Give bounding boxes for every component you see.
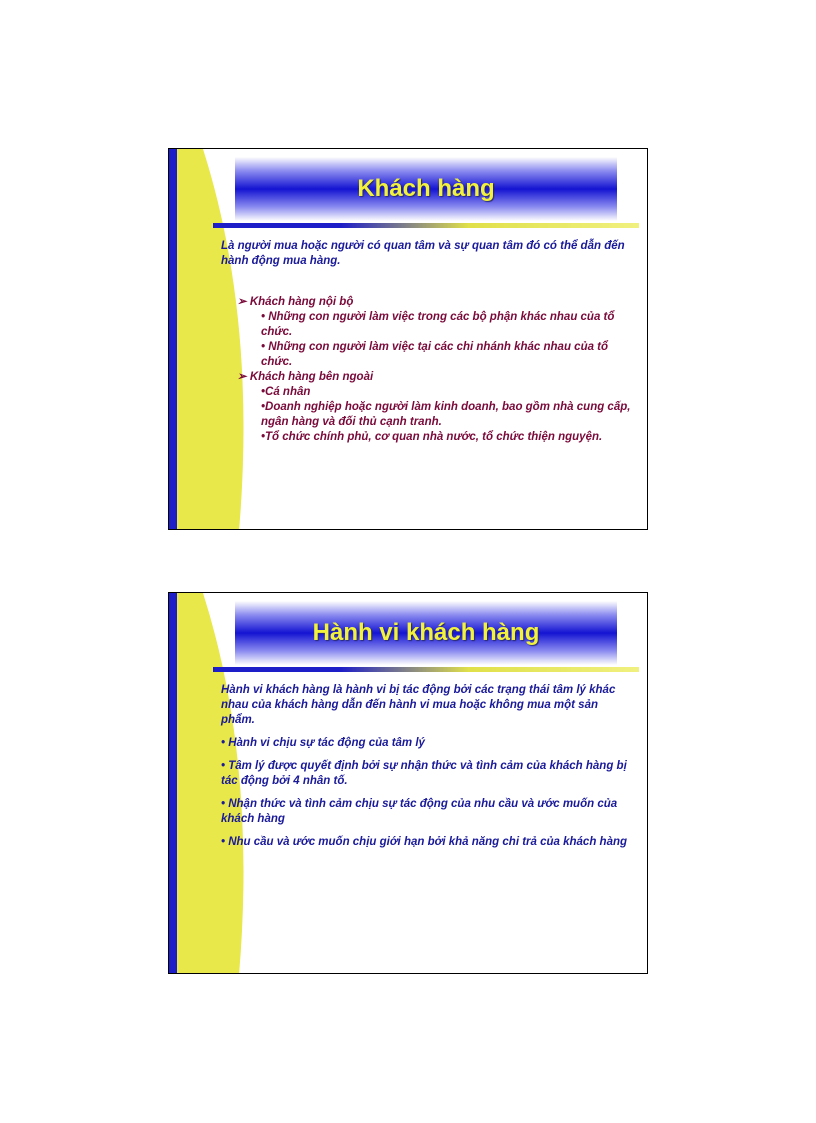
title-underline [213, 223, 639, 228]
group-label: Khách hàng nội bộ [249, 296, 354, 308]
group-external [221, 370, 633, 385]
slide-title: Khách hàng [357, 175, 495, 202]
list-item: •Doanh nghiệp hoặc người làm kinh doanh, bao gồm nhà cung cấp, ngân hàng và đối thủ cạnh tranh. [261, 401, 631, 428]
title-banner [235, 157, 617, 221]
slide-title: Hành vi khách hàng [312, 619, 540, 646]
intro-text: Là người mua hoặc người có quan tâm và sự quan tâm đó có thể dẫn đến hành động mua hàng. [221, 240, 625, 267]
list-item: • Hành vi chịu sự tác động của tâm lý [221, 737, 425, 749]
title-banner [235, 601, 617, 665]
arrow-bullet-icon: ➢ [237, 296, 247, 308]
intro-text: Hành vi khách hàng là hành vi bị tác động bởi các trạng thái tâm lý khác nhau của khách hàng dẫn đến hành vi mua hoặc không mua một sản phẩm. [221, 684, 616, 726]
slide-khach-hang [168, 148, 648, 530]
list-item: •Tổ chức chính phủ, cơ quan nhà nước, tổ chức thiện nguyện. [261, 431, 603, 443]
list-item: • Những con người làm việc tại các chi nhánh khác nhau của tổ chức. [261, 341, 609, 368]
list-item: • Nhu cầu và ước muốn chịu giới hạn bởi khả năng chi trả của khách hàng [221, 836, 628, 848]
title-underline [213, 667, 639, 672]
slide-body [221, 239, 633, 445]
group-label: Khách hàng bên ngoài [249, 371, 374, 383]
slide-body [221, 683, 633, 858]
list-item: • Những con người làm việc trong các bộ phận khác nhau của tổ chức. [261, 311, 615, 338]
left-accent-bar [169, 149, 177, 529]
slide-hanh-vi-khach-hang [168, 592, 648, 974]
list-item: • Nhận thức và tình cảm chịu sự tác động của nhu cầu và ước muốn của khách hàng [221, 798, 618, 825]
group-internal [221, 295, 633, 310]
arrow-bullet-icon: ➢ [237, 371, 247, 383]
list-item: • Tâm lý được quyết định bởi sự nhận thức và tình cảm của khách hàng bị tác động bởi 4 nhân tố. [221, 760, 627, 787]
left-accent-bar [169, 593, 177, 973]
list-item: •Cá nhân [261, 386, 311, 398]
